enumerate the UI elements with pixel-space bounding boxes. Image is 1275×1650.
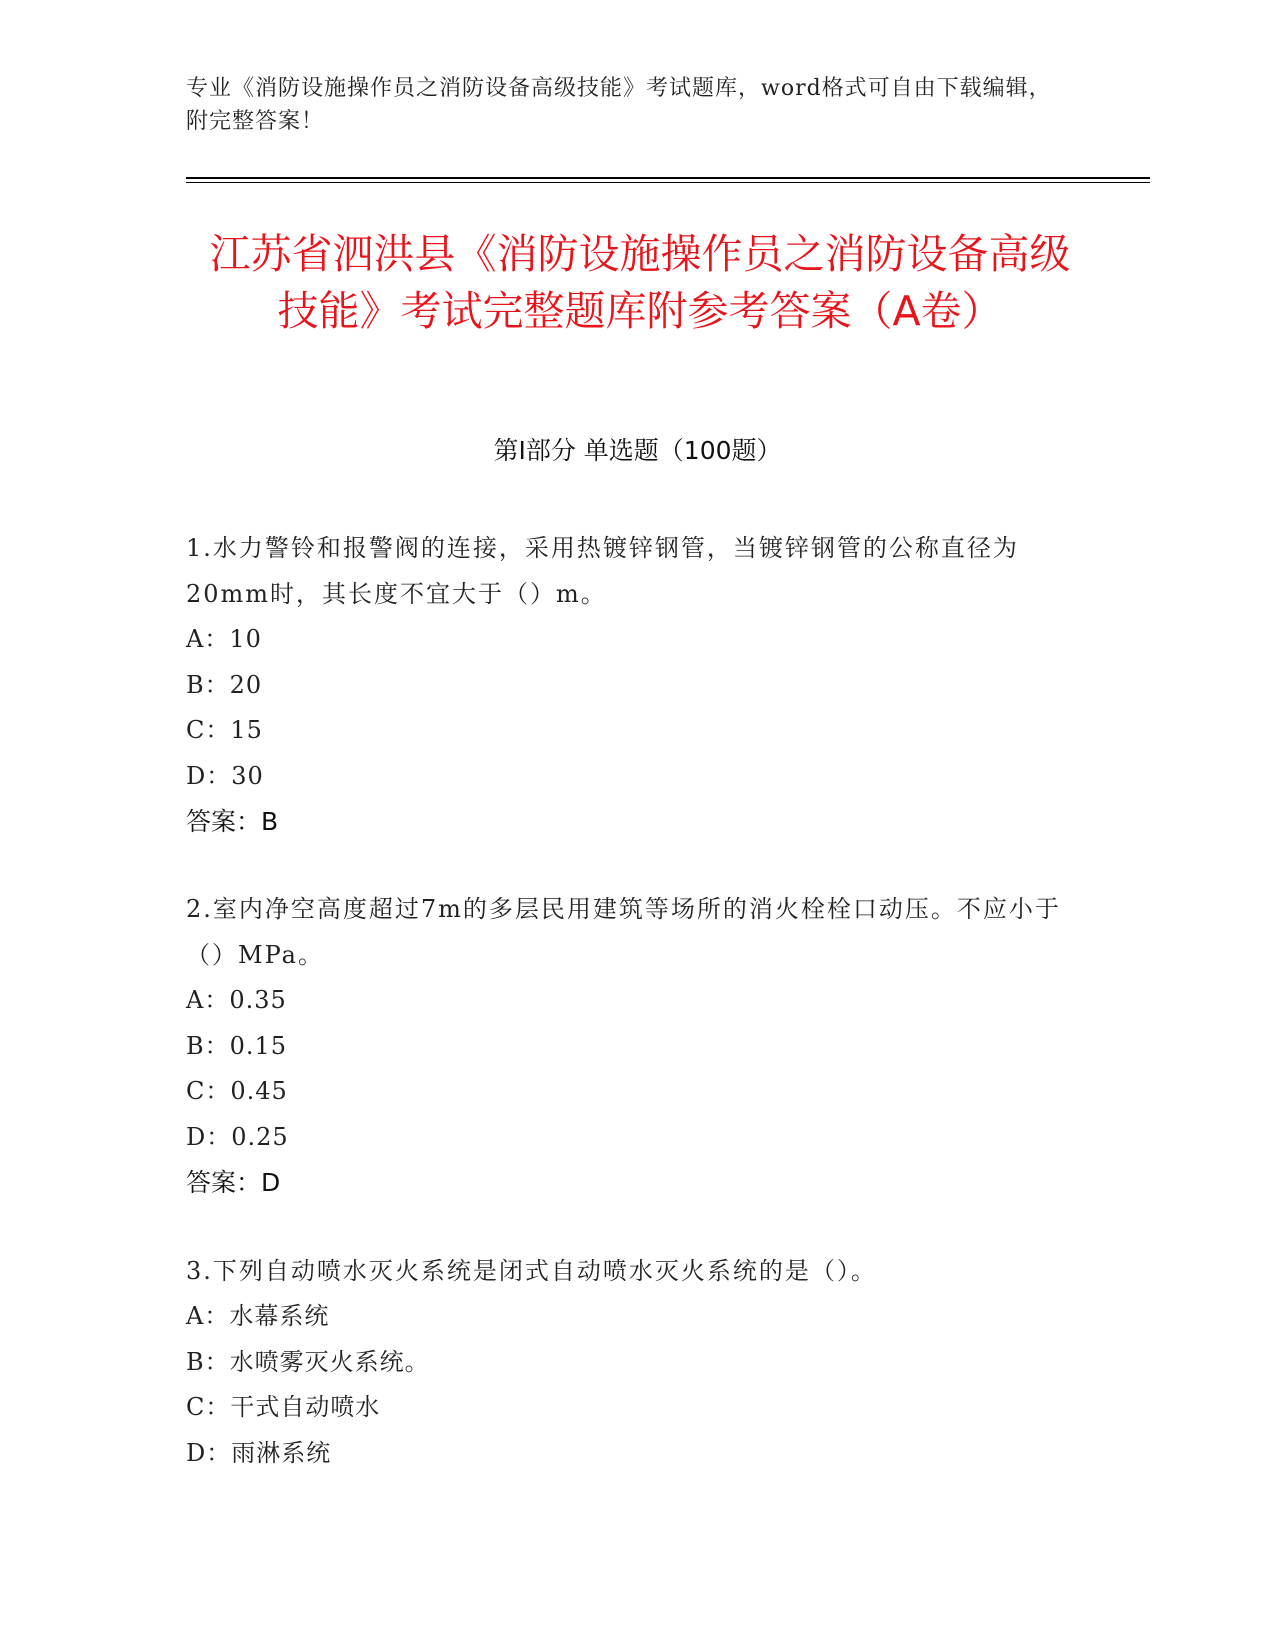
header-divider-thin bbox=[186, 182, 1150, 183]
option-b: B：水喷雾灭火系统。 bbox=[186, 1347, 430, 1376]
question-stem: 1.水力警铃和报警阀的连接，采用热镀锌钢管，当镀锌钢管的公称直径为20mm时，其长度不宜大于（）m。 bbox=[186, 534, 1019, 608]
question-stem: 2.室内净空高度超过7m的多层民用建筑等场所的消火栓栓口动压。不应小于（）MPa。 bbox=[186, 895, 1061, 969]
option-b: B：0.15 bbox=[186, 1031, 288, 1060]
document-title: 江苏省泗洪县《消防设施操作员之消防设备高级技能》考试完整题库附参考答案（A卷） bbox=[209, 230, 1071, 335]
option-a: A：10 bbox=[186, 625, 262, 653]
question-item bbox=[186, 1248, 1066, 1476]
answer-line: 答案：B bbox=[186, 807, 279, 836]
option-a: A：水幕系统 bbox=[186, 1302, 330, 1330]
option-c: C：0.45 bbox=[186, 1077, 288, 1105]
answer-line: 答案：D bbox=[186, 1168, 281, 1197]
question-item bbox=[186, 886, 1066, 1206]
option-b: B：20 bbox=[186, 670, 263, 699]
option-c: C：干式自动喷水 bbox=[186, 1393, 381, 1421]
question-item bbox=[186, 525, 1066, 845]
option-c: C：15 bbox=[186, 716, 263, 744]
question-stem: 3.下列自动喷水灭火系统是闭式自动喷水灭火系统的是（）。 bbox=[186, 1257, 877, 1285]
option-d: D：雨淋系统 bbox=[186, 1438, 332, 1467]
header-note: 专业《消防设施操作员之消防设备高级技能》考试题库，word格式可自由下载编辑，附完整答案！ bbox=[186, 76, 1052, 134]
option-d: D：0.25 bbox=[186, 1122, 289, 1151]
header-divider-thick bbox=[186, 177, 1150, 179]
option-d: D：30 bbox=[186, 761, 264, 790]
option-a: A：0.35 bbox=[186, 986, 287, 1014]
section-title: 第Ⅰ部分 单选题（100题） bbox=[493, 436, 782, 465]
